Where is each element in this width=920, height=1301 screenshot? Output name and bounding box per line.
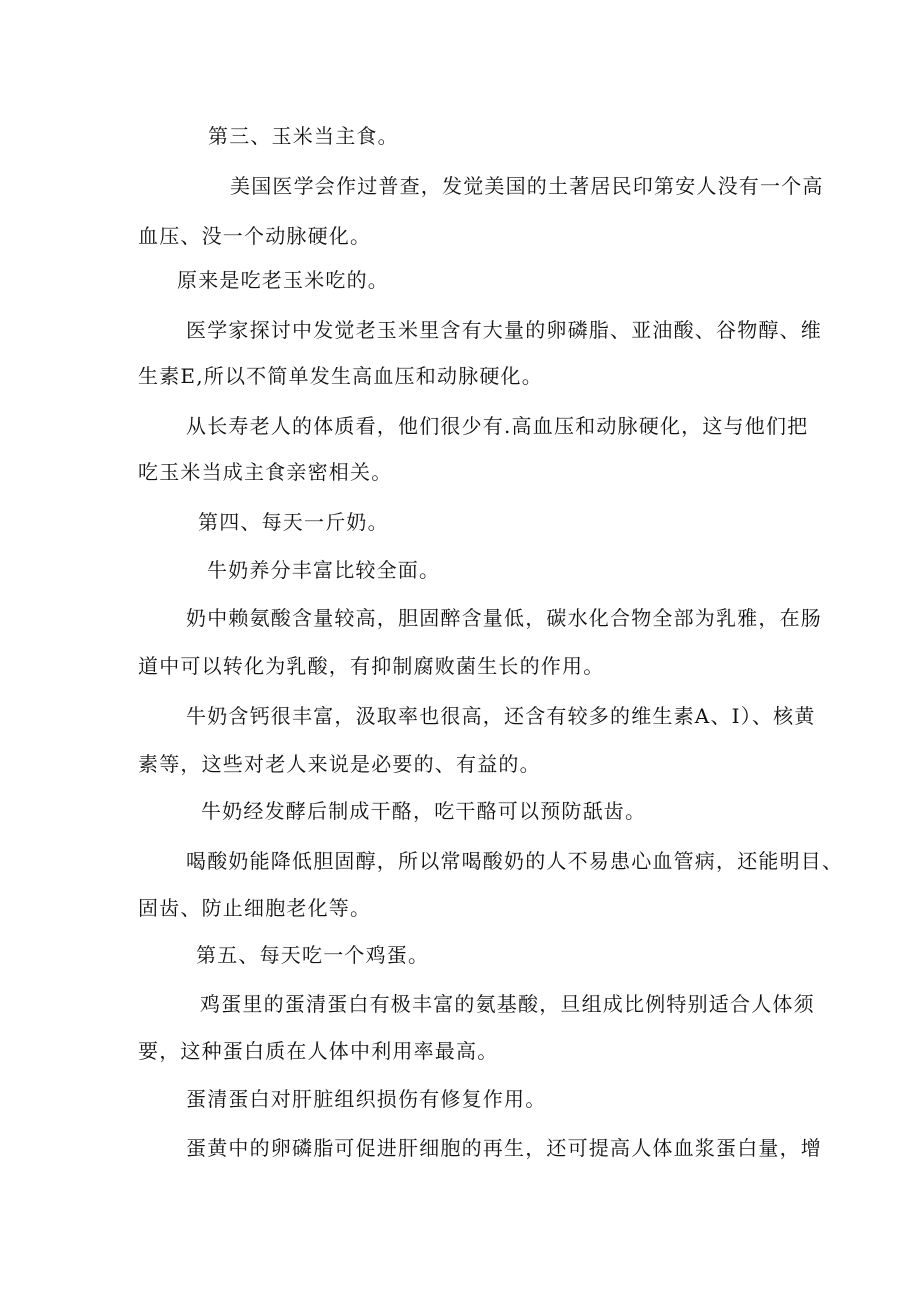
paragraph-line: 道中可以转化为乳酸，有抑制腐败菌生长的作用。 [138, 654, 605, 678]
paragraph-line: 医学家探讨中发觉老玉米里含有大量的卵磷脂、亚油酸、谷物醇、维 [186, 318, 822, 342]
paragraph-line: 原来是吃老玉米吃的。 [177, 268, 389, 292]
paragraph-line: 美国医学会作过普查，发觉美国的土著居民印第安人没有一个高 [230, 174, 824, 198]
paragraph-line: 吃玉米当成主食亲密相关。 [138, 460, 393, 484]
paragraph-line: 牛奶经发酵后制成干酪，吃干酪可以预防舐齿。 [201, 799, 647, 823]
section-heading-milk: 第四、每天一斤奶。 [198, 510, 389, 534]
paragraph-line: 蛋黄中的卵磷脂可促进肝细胞的再生，还可提高人体血浆蛋白量，增 [186, 1136, 822, 1160]
paragraph-line: 喝酸奶能降低胆固醇，所以常喝酸奶的人不易患心血管病，还能明目、 [186, 849, 844, 873]
paragraph-line: 生素E,所以不简单发生高血压和动脉硬化。 [138, 364, 543, 388]
paragraph-line: 牛奶养分丰富比较全面。 [207, 558, 441, 582]
section-heading-egg: 第五、每天吃一个鸡蛋。 [196, 943, 430, 967]
paragraph-line: 要，这种蛋白质在人体中利用率最高。 [138, 1039, 499, 1063]
section-heading-corn: 第三、玉米当主食。 [208, 124, 399, 148]
paragraph-line: 蛋清蛋白对肝脏组织损伤有修复作用。 [186, 1087, 547, 1111]
paragraph-line: 鸡蛋里的蛋清蛋白有极丰富的氨基酸，旦组成比例特别适合人体须 [200, 992, 815, 1016]
paragraph-line: 牛奶含钙很丰富，汲取率也很高，还含有较多的维生素A、I）、核黄 [186, 704, 816, 728]
paragraph-line: 从长寿老人的体质看，他们很少有.高血压和动脉硬化，这与他们把 [186, 414, 809, 438]
paragraph-line: 奶中赖氨酸含量较高，胆固醉含量低，碳水化合物全部为乳雅，在肠 [186, 606, 822, 630]
paragraph-line: 血压、没一个动脉硬化。 [138, 224, 372, 248]
paragraph-line: 素等，这些对老人来说是必要的、有益的。 [138, 752, 541, 776]
paragraph-line: 固齿、防止细胞老化等。 [138, 896, 372, 920]
